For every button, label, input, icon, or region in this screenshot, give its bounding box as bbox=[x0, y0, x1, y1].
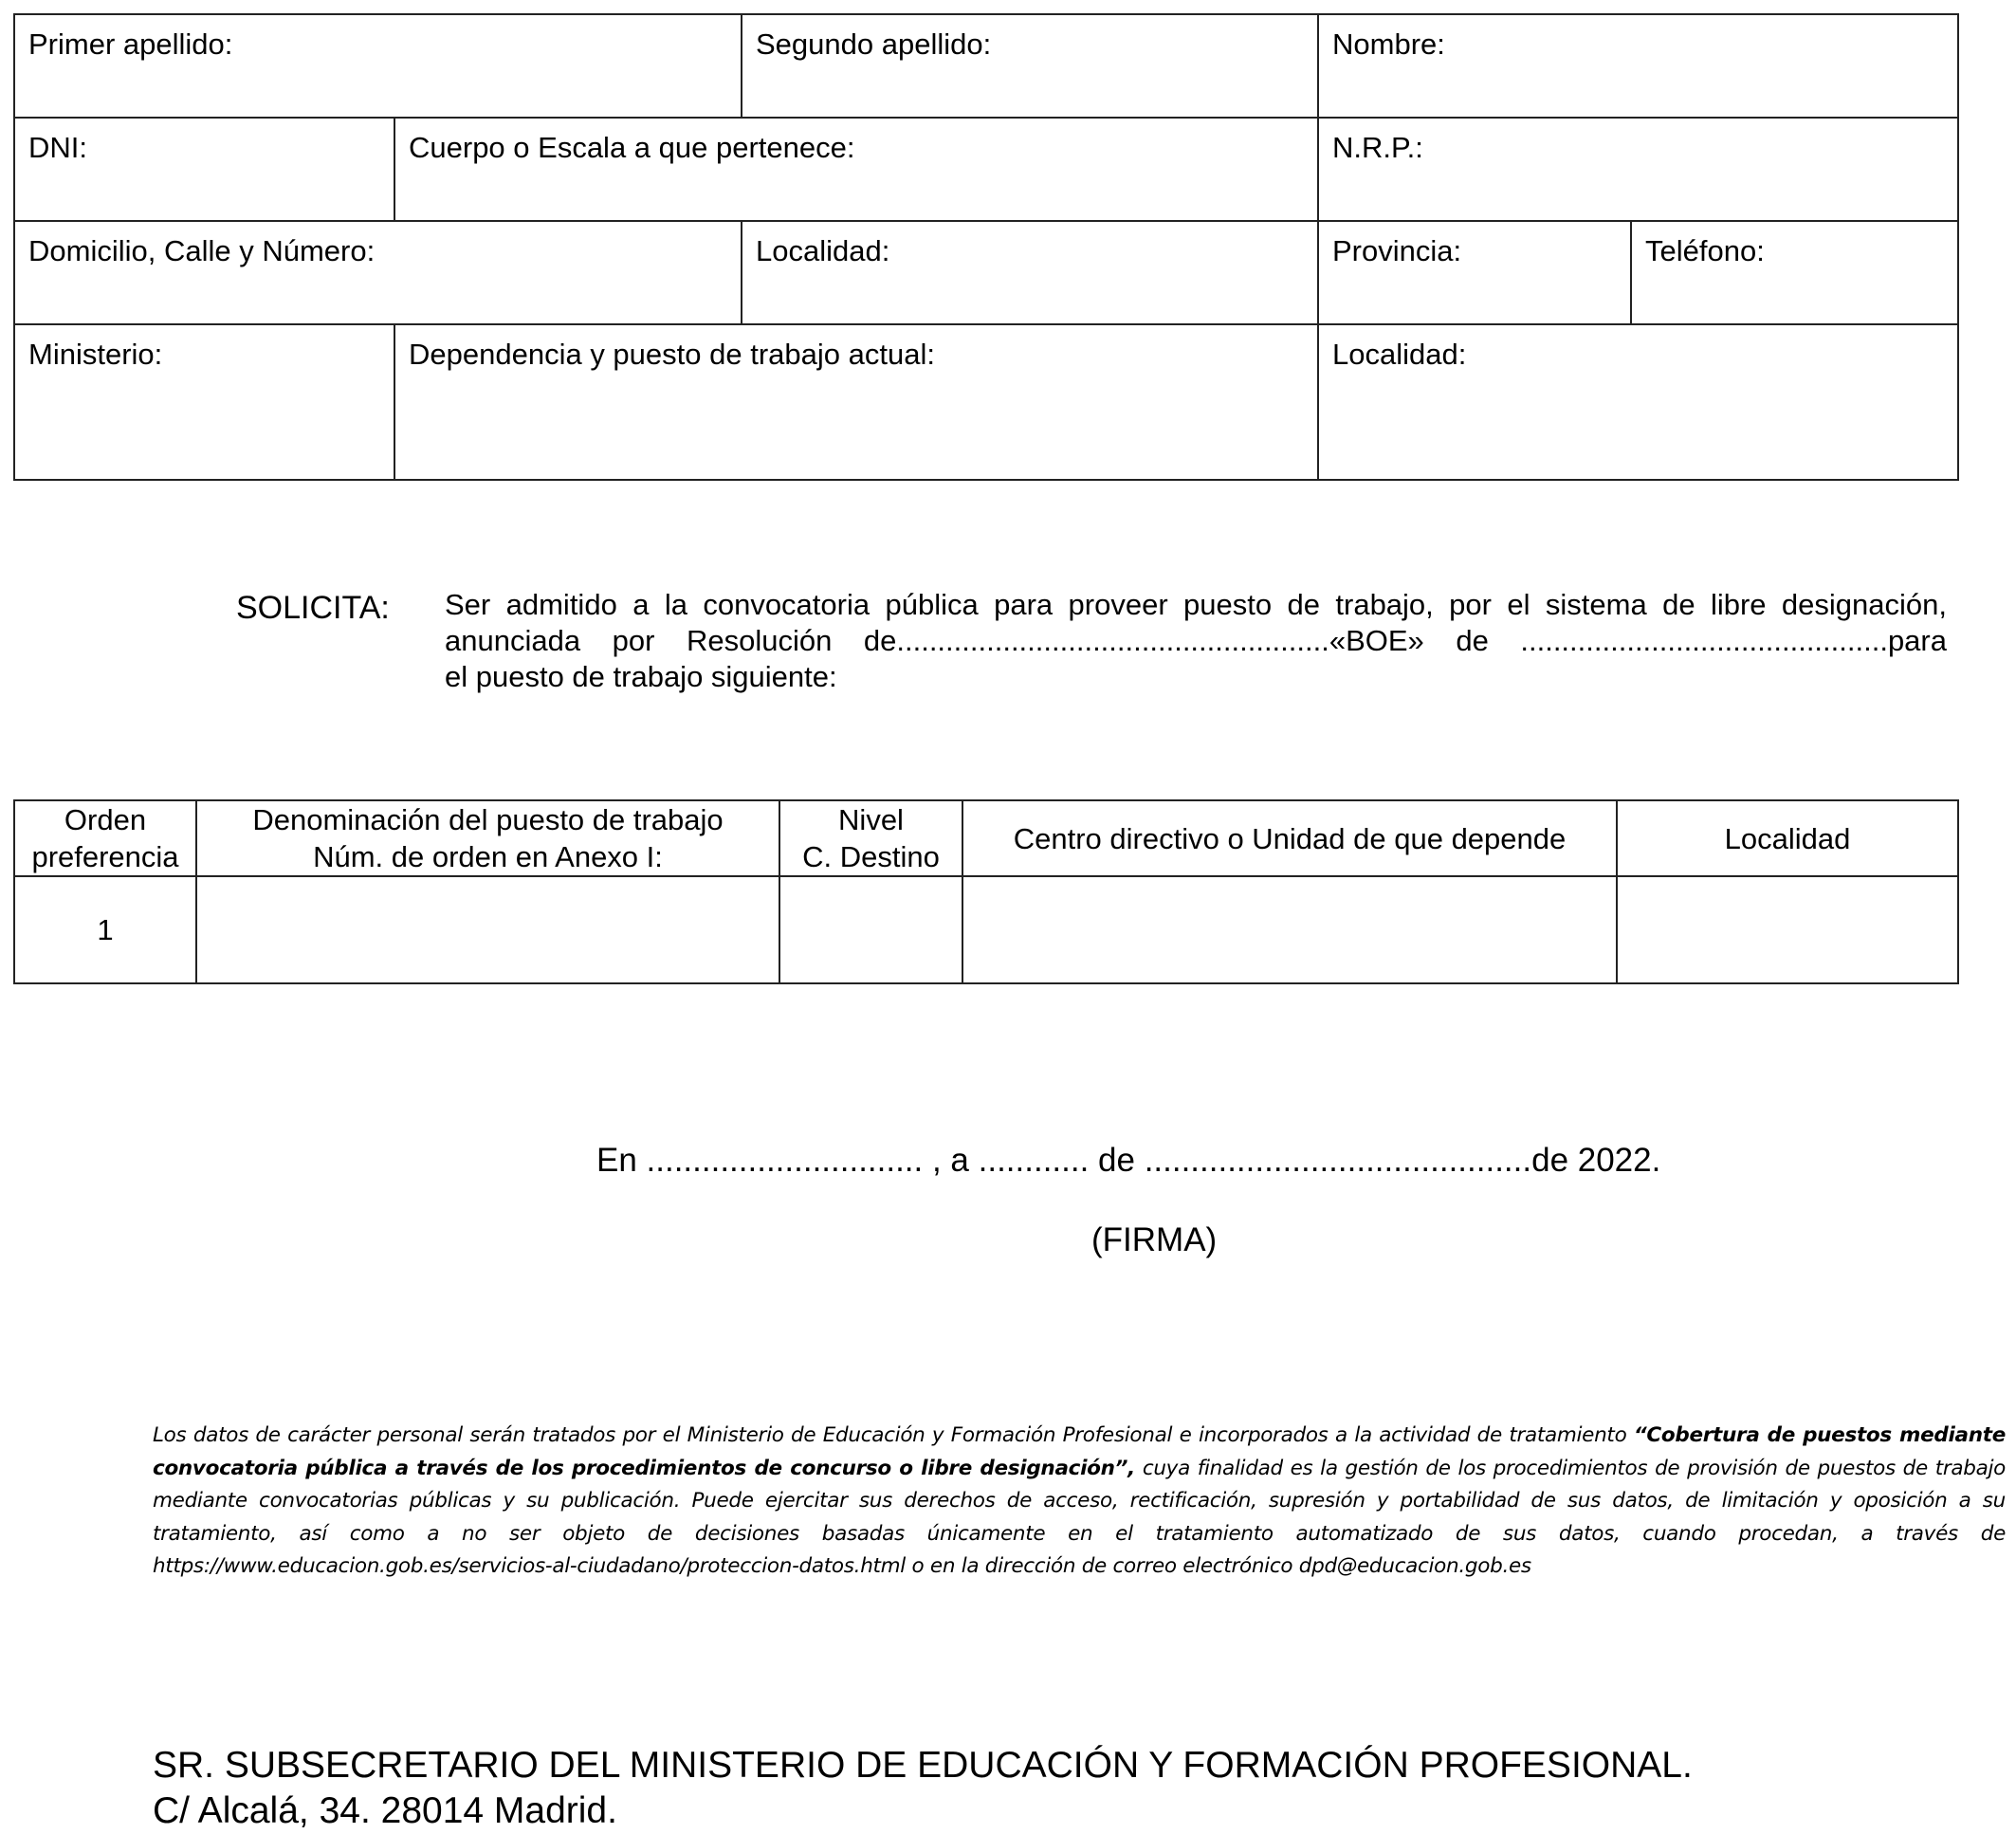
segundo-apellido-label: Segundo apellido: bbox=[756, 28, 992, 61]
header-orden bbox=[14, 800, 196, 876]
privacy-text-2: cuya finalidad es la gestión de los procedimientos de provisión de puestos de trabajo mediante convocatorias públicas y su publicación. Puede ejercitar sus derechos de acceso, rectificación, supresión y portabilidad de sus datos, de limitación y oposición a su tratamiento, así como a no ser objeto de decisiones basadas únicamente en el tratamiento automatizado de sus datos, cuando procedan, a través de https://www.educacion.gob.es/servicios-al-ciudadano/proteccion-datos.html o en la dirección de correo electrónico dpd@educacion.gob.es bbox=[153, 1456, 2006, 1578]
addressee-line-1: SR. SUBSECRETARIO DEL MINISTERIO DE EDUCACIÓN Y FORMACIÓN PROFESIONAL. bbox=[153, 1745, 1693, 1786]
privacy-notice bbox=[153, 1420, 2006, 1584]
solicita-line-3: el puesto de trabajo siguiente: bbox=[445, 660, 837, 693]
firma-label: (FIRMA) bbox=[1091, 1221, 1218, 1258]
positions-table bbox=[13, 799, 1959, 984]
primer-apellido-field[interactable] bbox=[14, 14, 742, 118]
privacy-text-1: Los datos de carácter personal serán tratados por el Ministerio de Educación y Formación Profesional e incorporados a la actividad de tratamiento bbox=[153, 1423, 1634, 1447]
header-nivel bbox=[779, 800, 962, 876]
solicita-line-1: Ser admitido a la convocatoria pública para proveer puesto de trabajo, por el sistema de libre designación, bbox=[445, 588, 1947, 621]
row-orden: 1 bbox=[14, 876, 196, 983]
nrp-field[interactable] bbox=[1318, 118, 1958, 221]
solicita-label: SOLICITA: bbox=[236, 590, 390, 626]
addressee bbox=[153, 1743, 1693, 1834]
cuerpo-escala-field[interactable] bbox=[394, 118, 1318, 221]
solicita-text bbox=[445, 587, 1947, 695]
header-denominacion-line2: Núm. de orden en Anexo I: bbox=[313, 840, 663, 873]
row-denominacion[interactable] bbox=[196, 876, 779, 983]
row-localidad[interactable] bbox=[1617, 876, 1958, 983]
addressee-line-2: C/ Alcalá, 34. 28014 Madrid. bbox=[153, 1790, 617, 1831]
header-orden-line2: preferencia bbox=[31, 840, 179, 873]
ministerio-field[interactable] bbox=[14, 324, 394, 480]
header-nivel-line2: C. Destino bbox=[802, 840, 940, 873]
nombre-field[interactable] bbox=[1318, 14, 1958, 118]
segundo-apellido-field[interactable] bbox=[742, 14, 1318, 118]
personal-data-form bbox=[13, 13, 1959, 481]
provincia-label: Provincia: bbox=[1332, 234, 1462, 267]
provincia-field[interactable] bbox=[1318, 221, 1631, 324]
telefono-field[interactable] bbox=[1631, 221, 1958, 324]
domicilio-field[interactable] bbox=[14, 221, 742, 324]
localidad-domicilio-label: Localidad: bbox=[756, 234, 890, 267]
cuerpo-escala-label: Cuerpo o Escala a que pertenece: bbox=[409, 131, 855, 164]
nombre-label: Nombre: bbox=[1332, 28, 1445, 61]
header-denominacion bbox=[196, 800, 779, 876]
domicilio-label: Domicilio, Calle y Número: bbox=[28, 234, 376, 267]
nrp-label: N.R.P.: bbox=[1332, 131, 1423, 164]
dni-label: DNI: bbox=[28, 131, 87, 164]
header-denominacion-line1: Denominación del puesto de trabajo bbox=[252, 803, 724, 836]
row-nivel[interactable] bbox=[779, 876, 962, 983]
header-localidad: Localidad bbox=[1617, 800, 1958, 876]
date-line: En .............................. , a ............ de ..........................................de 2022. bbox=[596, 1142, 1661, 1179]
dni-field[interactable] bbox=[14, 118, 394, 221]
localidad-trabajo-field[interactable] bbox=[1318, 324, 1958, 480]
localidad-trabajo-label: Localidad: bbox=[1332, 338, 1467, 371]
header-orden-line1: Orden bbox=[64, 803, 147, 836]
header-nivel-line1: Nivel bbox=[838, 803, 904, 836]
header-centro: Centro directivo o Unidad de que depende bbox=[962, 800, 1617, 876]
dependencia-label: Dependencia y puesto de trabajo actual: bbox=[409, 338, 935, 371]
table-row bbox=[14, 876, 1958, 983]
ministerio-label: Ministerio: bbox=[28, 338, 163, 371]
localidad-domicilio-field[interactable] bbox=[742, 221, 1318, 324]
solicita-line-2: anunciada por Resolución de.....................................................«BOE» de .............................................para bbox=[445, 624, 1947, 657]
privacy-bold-text: “Cobertura de puestos mediante convocatoria pública a través de los procedimientos de concurso o libre designación”, bbox=[153, 1423, 2006, 1480]
dependencia-field[interactable] bbox=[394, 324, 1318, 480]
telefono-label: Teléfono: bbox=[1645, 234, 1765, 267]
positions-header-row bbox=[14, 800, 1958, 876]
row-centro[interactable] bbox=[962, 876, 1617, 983]
primer-apellido-label: Primer apellido: bbox=[28, 28, 233, 61]
